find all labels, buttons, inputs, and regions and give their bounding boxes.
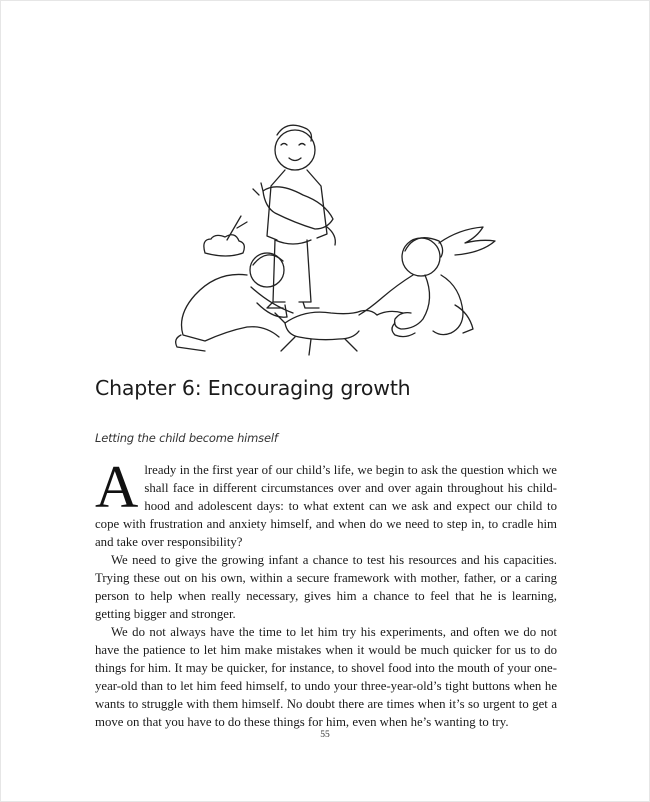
paragraph [95,454,557,551]
drop-cap: A [95,454,139,520]
chapter-subtitle: Letting the child become himself [95,431,278,445]
paragraph: We need to give the growing infant a chance to test his resources and his capacities. Trying these out on his own, within a secure framework with mother, father, or a caring person to help when really necessary, gives him a chance to feel that he is learning, getting bigger and stronger. [95,553,557,621]
page-number: 55 [320,730,330,740]
floor-cat-figure [275,305,403,355]
paragraph-text: lready in the first year of our child’s life, we begin to ask the question which we shall face in different circumstances over and over again throughout his childhood and adolescent days: to what extent can we ask and expect our child to cope with frustration and anxiety himself, and when do we need to step in, to cradle him and take over responsibility? [95,463,557,549]
standing-child-figure [253,125,335,308]
children-with-cat-sketch-icon [155,115,515,365]
reaching-child-figure [359,227,495,337]
chapter-title: Chapter 6: Encouraging growth [95,376,411,400]
kneeling-child-figure [176,216,293,351]
body-text [95,454,557,731]
paragraph: We do not always have the time to let him try his experiments, and often we do not have the patience to let him make mistakes when it would be much quicker for us to do things for him. It may be quicker, for instance, to shovel food into the mouth of your one-year-old than to let him feed himself, to undo your three-year-old’s tight buttons when he wants to struggle with them himself. No doubt there are times when it’s so urgent to get a move on that you have to do these things for him, even when he’s wanting to try. [95,625,557,729]
